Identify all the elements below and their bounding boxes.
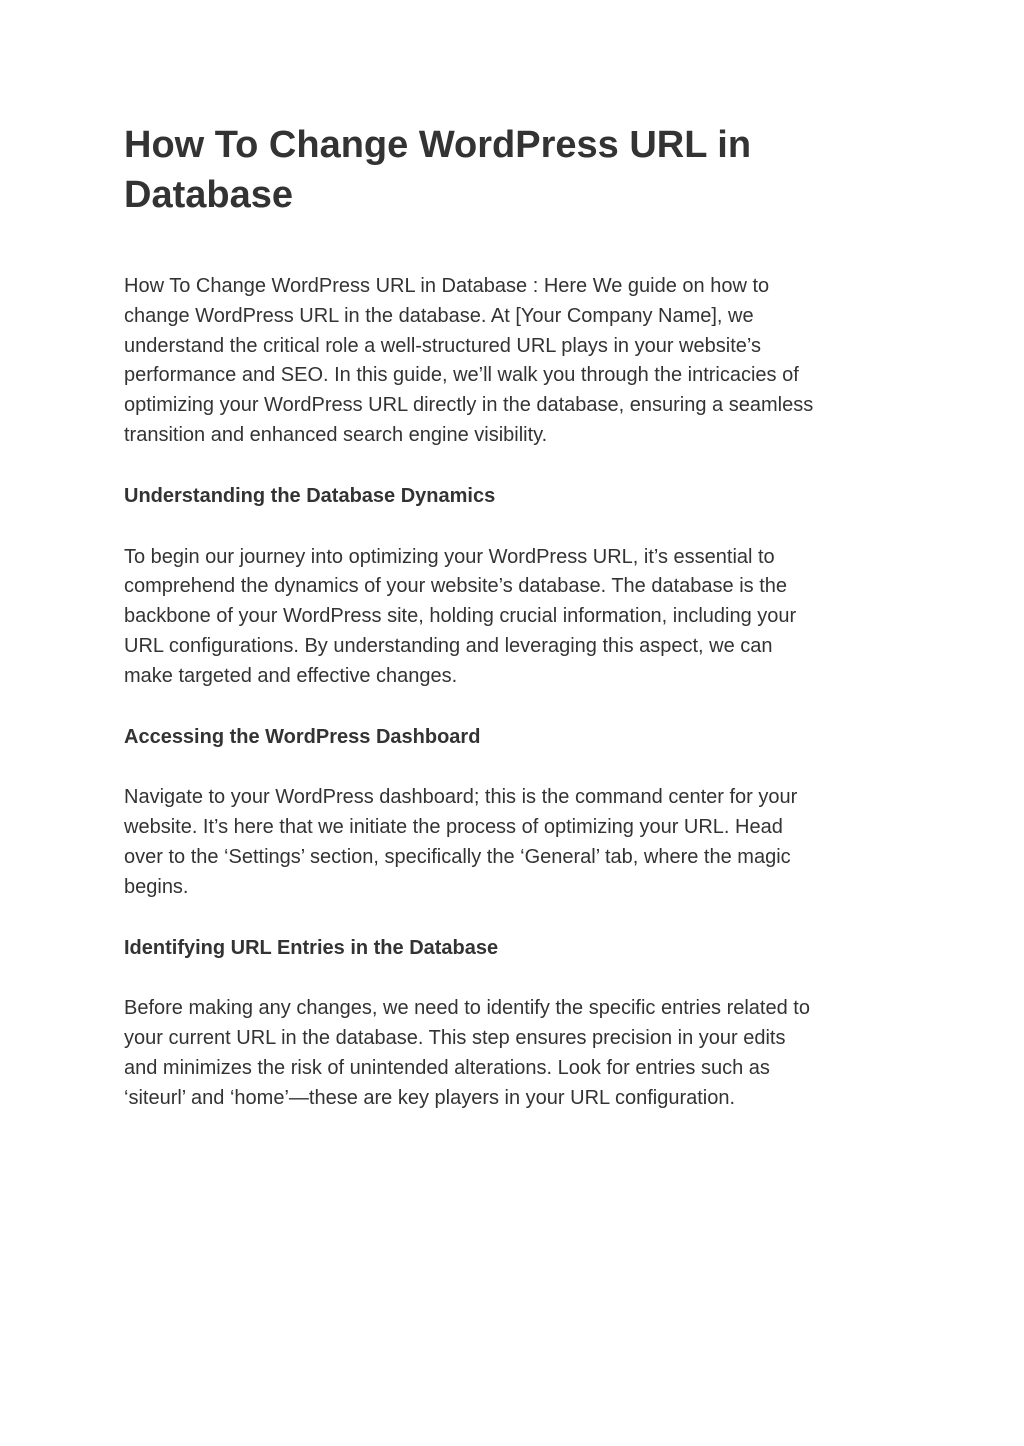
url-entries-paragraph: Before making any changes, we need to identify the specific entries related to your current URL in the database. This step ensures precision in your edits and minimizes the risk of unintended alterations. Look for entries such as ‘siteurl’ and ‘home’—these are key players in your URL configuration. (124, 997, 810, 1109)
document-title: How To Change WordPress URL in Database (124, 124, 752, 216)
intro-paragraph: How To Change WordPress URL in Database : Here We guide on how to change WordPress URL in the database. At [Your Company Name], we understand the critical role a well-structured URL plays in your website’s performance and SEO. In this guide, we’ll walk you through the intricacies of optimizing your WordPress URL directly in the database, ensuring a seamless transition and enhanced search engine visibility. (124, 275, 814, 446)
database-dynamics-paragraph: To begin our journey into optimizing your WordPress URL, it’s essential to comprehend the dynamics of your website’s database. The database is the backbone of your WordPress site, holding crucial information, including your URL configurations. By understanding and leveraging this aspect, we can make targeted and effective changes. (124, 545, 797, 687)
section-heading-database-dynamics: Understanding the Database Dynamics (124, 484, 496, 507)
document-page (124, 120, 914, 1114)
section-heading-wordpress-dashboard: Accessing the WordPress Dashboard (124, 725, 481, 748)
section-heading-url-entries: Identifying URL Entries in the Database (124, 936, 499, 959)
wordpress-dashboard-paragraph: Navigate to your WordPress dashboard; this is the command center for your website. It’s here that we initiate the process of optimizing your URL. Head over to the ‘Settings’ section, specifically the ‘General’ tab, where the magic begins. (124, 786, 798, 898)
